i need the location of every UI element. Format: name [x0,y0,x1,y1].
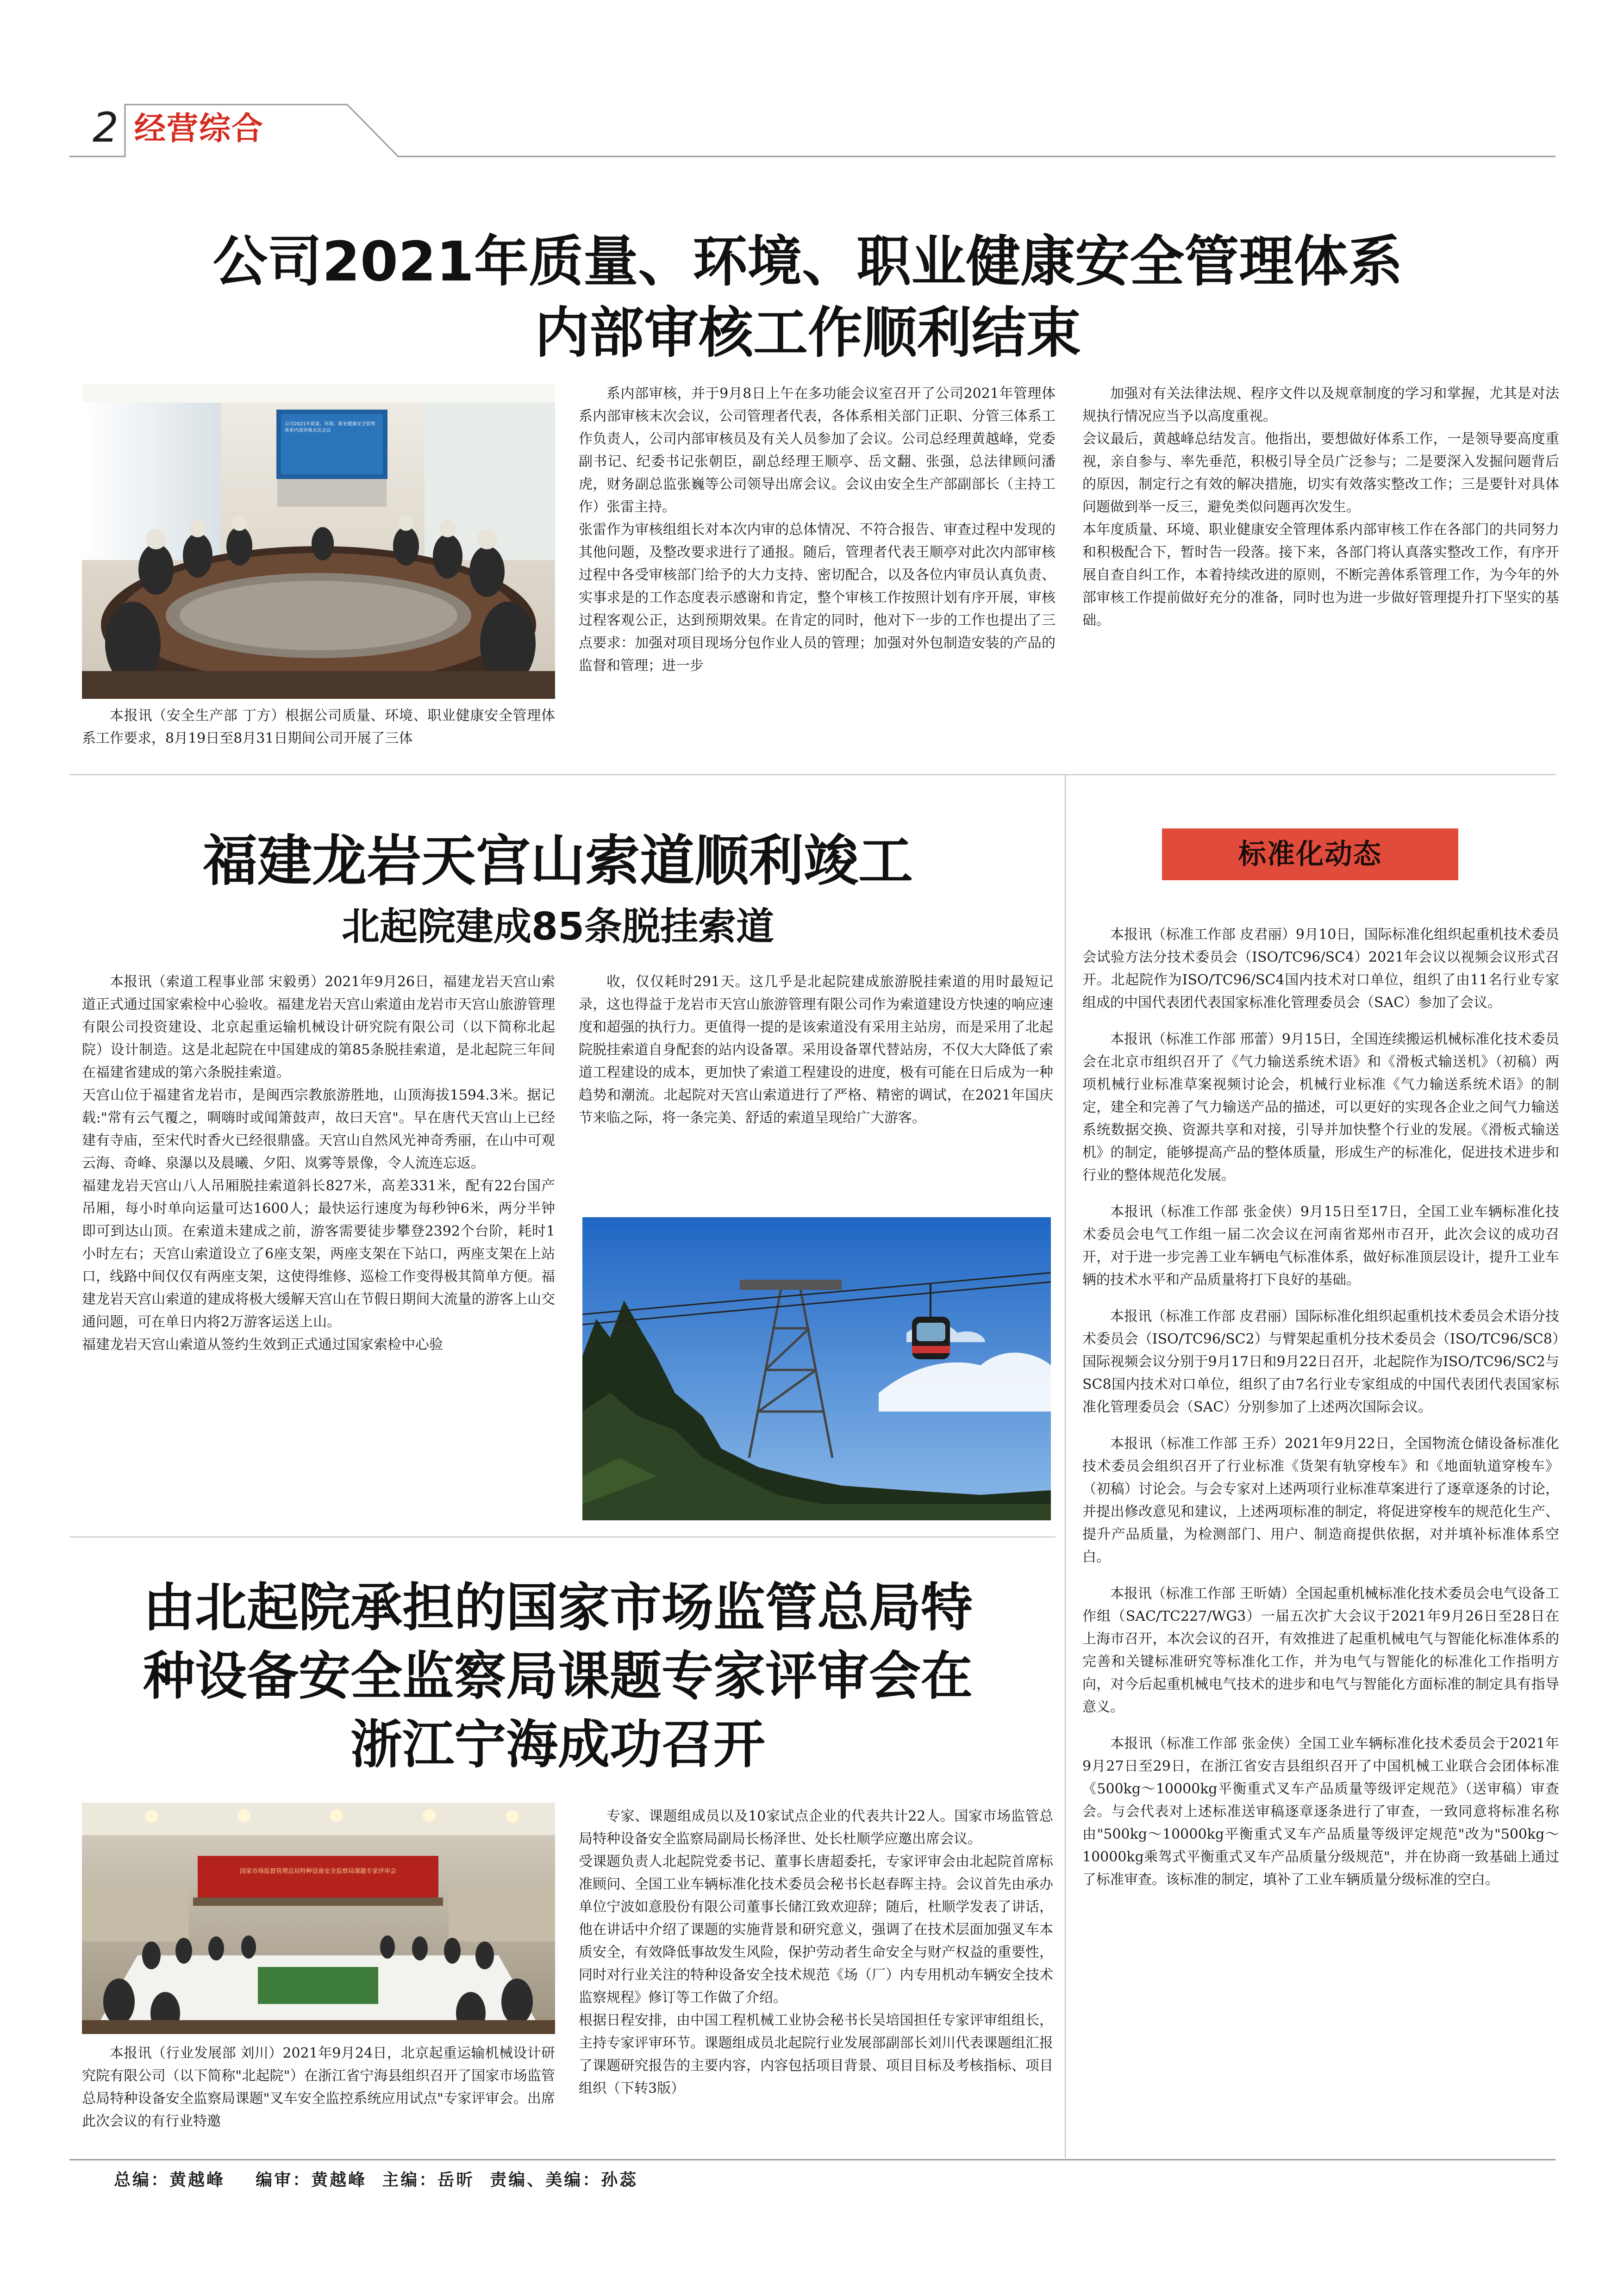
sidebar-item: 本报讯（标准工作部 张金侠）9月15日至17日，全国工业车辆标准化技术委员会电气工作组一届二次会议在河南省郑州市召开，此次会议的成功召开，对于进一步完善工业车辆电气标准体系，做好标准顶层设计，提升工业车辆的技术水平和产品质量将打下良好的基础。 [1082,1204,1559,1288]
header-rule [69,102,1555,160]
article-2-subtitle: 北起院建成85条脱挂索道 [341,905,775,949]
article-3-title-line-3: 浙江宁海成功召开 [350,1715,765,1775]
sidebar-title-tab [1162,828,1458,880]
sidebar-title-text: 标准化动态 [1238,838,1382,871]
section-title: 经营综合 [134,111,264,147]
article-1-column-2: 系内部审核，并于9月8日上午在多功能会议室召开了公司2021年管理体系内部审核末次会议，公司管理者代表，各体系相关部门正职、分管三体系工作负责人，公司内部审核员及有关人员参加了会议。公司总经理黄越峰，党委副书记、纪委书记张朝臣，副总经理王顺亭、岳文翻、张强，总法律顾问潘虎，财务副总监张巍等公司领导出席会议。会议由安全生产部副部长（主持工作）张雷主持。 张雷作为审核组组长对本次内审的总体情况、不符合报告、审查过程中发现的其他问题，及整改要求进行了通报。随后，管理者代表王顺亭对此次内部审核过程中各受审核部门给予的大力支持、密切配合，以及各位内审员认真负责、实事求是的工作态度表示感谢和肯定，整个审核工作按照计划有序开展，审核过程客观公正，达到预期效果。在肯定的同时，他对下一步的工作也提出了三点要求：加强对项目现场分包作业人员的管理；加强对外包制造安装的产品的监督和管理；进一步 [579,386,1056,674]
article-3-title-line-1: 由北起院承担的国家市场监管总局特 [143,1578,973,1638]
article-1-column-3: 加强对有关法律法规、程序文件以及规章制度的学习和掌握，尤其是对法规执行情况应当予以高度重视。 会议最后，黄越峰总结发言。他指出，要想做好体系工作，一是领导要高度重视，亲自参与、率先垂范，积极引导全员广泛参与；二是要深入发掘问题背后的原因，制定行之有效的解决措施，切实有效落实整改工作；三是要针对具体问题做到举一反三，避免类似问题再次发生。 本年度质量、环境、职业健康安全管理体系内部审核工作在各部门的共同努力和积极配合下，暂时告一段落。接下来，各部门将认真落实整改工作，有序开展自查自纠工作，本着持续改进的原则，不断完善体系管理工作，为今年的外部审核工作提前做好充分的准备，同时也为进一步做好管理提升打下坚实的基础。 [1082,386,1559,628]
sidebar-item: 本报讯（标准工作部 王昕婧）全国起重机械标准化技术委员会电气设备工作组（SAC/TC227/WG3）一届五次扩大会议于2021年9月26日至28日在上海市召开，本次会议的召开，有效推进了起重机械电气与智能化标准体系的完善和关键标准研究等标准化工作，并为电气与智能化的标准化工作指明方向，对今后起重机械电气技术的进步和电气与智能化方面标准的制定具有指导意义。 [1082,1586,1559,1715]
page-header [69,102,1555,157]
sidebar-item: 本报讯（标准工作部 皮君丽）国际标准化组织起重机技术委员会术语分技术委员会（ISO/TC96/SC2）与臂架起重机分技术委员会（ISO/TC96/SC8）国际视频会议分别于9月17日和9月22日召开，北起院作为ISO/TC96/SC2与SC8国内技术对口单位，组织了由7名行业专家组成的中国代表团代表国家标准化管理委员会（SAC）分别参加了上述两次国际会议。 [1082,1308,1559,1415]
sidebar-news-list [1082,923,1559,1891]
article-1-title-line-1: 公司2021年质量、环境、职业健康安全管理体系 [212,230,1403,293]
review-meeting-photo [82,1803,555,2034]
article-1-caption: 本报讯（安全生产部 丁方）根据公司质量、环境、职业健康安全管理体系工作要求，8月19日至8月31日期间公司开展了三体 [82,708,555,747]
screen-caption: 公司2021年质量、环境、职业健康安全管理体系内部审核末次会议 [285,422,375,433]
divider-1 [69,774,1555,775]
article-1-title-line-2: 内部审核工作顺利结束 [534,301,1081,365]
banner-text: 国家市场监督管理总局特种设备安全监察局课题专家评审会 [239,1868,396,1875]
meeting-photo [82,384,555,699]
article-2-headline [79,828,1037,952]
cable-car-photo [582,1217,1051,1520]
footer-rule [69,2159,1555,2160]
article-3-column-2: 专家、课题组成员以及10家试点企业的代表共计22人。国家市场监管总局特种设备安全监察局副局长杨泽世、处长杜顺学应邀出席会议。 受课题负责人北起院党委书记、董事长唐超委托，专家评审会由北起院首席标准顾问、全国工业车辆标准化技术委员会秘书长赵春晖主持。会议首先由承办单位宁波如意股份有限公司董事长储江致欢迎辞；随后，杜顺学发表了讲话，他在讲话中介绍了课题的实施背景和研究意义，强调了在技术层面加强叉车本质安全，有效降低事故发生风险，保护劳动者生命安全与财产权益的重要性，同时对行业关注的特种设备安全技术规范《场（厂）内专用机动车辆安全技术监察规程》修订等工作做了介绍。 根据日程安排，由中国工程机械工业协会秘书长吴培国担任专家评审组组长，主持专家评审环节。课题组成员北起院行业发展部副部长刘川代表课题组汇报了课题研究报告的主要内容，内容包括项目背景、项目目标及考核指标、项目组织（下转3版） [579,1808,1053,2097]
article-3-headline [79,1574,1037,1779]
article-3-caption: 本报讯（行业发展部 刘川）2021年9月24日，北京起重运输机械设计研究院有限公司（以下简称"北起院"）在浙江省宁海县组织召开了国家市场监管总局特种设备安全监察局课题"叉车安全监控系统应用试点"专家评审会。出席此次会议的有行业特邀 [82,2045,555,2129]
article-2-column-2: 收，仅仅耗时291天。这几乎是北起院建成旅游脱挂索道的用时最短记录，这也得益于龙岩市天宫山旅游管理有限公司作为索道建设方快速的响应速度和超强的执行力。更值得一提的是该索道没有采用主站房，而是采用了北起院脱挂索道自身配套的站内设备罩。采用设备罩代替站房，不仅大大降低了索道工程建设的成本，更加快了索道工程建设的进度，极有可能在日后成为一种趋势和潮流。北起院对天宫山索道进行了严格、精密的调试，在2021年国庆节来临之际，将一条完美、舒适的索道呈现给广大游客。 [579,974,1053,1126]
sidebar-item: 本报讯（标准工作部 王乔）2021年9月22日，全国物流仓储设备标准化技术委员会组织召开了行业标准《货架有轨穿梭车》和《地面轨道穿梭车》（初稿）讨论会。与会专家对上述两项行业标准草案进行了逐章逐条的讨论，并提出修改意见和建议，上述两项标准的制定，将促进穿梭车的规范化生产、提升产品质量，为检测部门、用户、制造商提供依据，对并填补标准体系空白。 [1082,1436,1559,1565]
article-2-title: 福建龙岩天宫山索道顺利竣工 [202,829,913,893]
article-2-column-1: 本报讯（索道工程事业部 宋毅勇）2021年9月26日，福建龙岩天宫山索道正式通过国家索检中心验收。福建龙岩天宫山索道由龙岩市天宫山旅游管理有限公司投资建设、北京起重运输机械设计研究院有限公司（以下简称北起院）设计制造。这是北起院在中国建成的第85条脱挂索道，是北起院三年间在福建省建成的第六条脱挂索道。 天宫山位于福建省龙岩市，是闽西宗教旅游胜地，山顶海拔1594.3米。据记载:"常有云气覆之，啁嗨时或闻箫鼓声，故曰天宫"。早在唐代天宫山上已经建有寺庙，至宋代时香火已经很鼎盛。天宫山自然风光神奇秀丽，在山中可观云海、奇峰、泉瀑以及晨曦、夕阳、岚雾等景像，令人流连忘返。 福建龙岩天宫山八人吊厢脱挂索道斜长827米，高差331米，配有22台国产吊厢，每小时单向运量可达1600人；最快运行速度为每秒钟6米，两分半钟即可到达山顶。在索道未建成之前，游客需要徒步攀登2392个台阶，耗时1小时左右；天宫山索道设立了6座支架，两座支架在下站口，两座支架在上站口，线路中间仅仅有两座支架，这使得维修、巡检工作变得极其简单方便。福建龙岩天宫山索道的建成将极大缓解天宫山在节假日期间大流量的游客上山交通问题，可在单日内将2万游客运送上山。 福建龙岩天宫山索道从签约生效到正式通过国家索检中心验 [82,974,555,1353]
sidebar-divider [1065,774,1066,2158]
sidebar-item: 本报讯（标准工作部 邢蕾）9月15日，全国连续搬运机械标准化技术委员会在北京市组织召开了《气力输送系统术语》和《滑板式输送机》（初稿）两项机械行业标准草案视频讨论会，机械行业标准《气力输送系统术语》的制定，建全和完善了气力输送产品的描述，可以更好的实现各企业之间气力输送系统数据交换、资源共享和对接，引导并加快整个行业的发展。《滑板式输送机》的制定，能够提高产品的整体质量，形成生产的标准化，促进技术进步和行业的整体规范化发展。 [1082,1031,1559,1183]
footer-credits: 总编：黄越峰 编审：黄越峰 主编：岳昕 责编、美编：孙蕊 [114,2170,638,2190]
article-3-title-line-2: 种设备安全监察局课题专家评审会在 [143,1646,973,1706]
sidebar-item: 本报讯（标准工作部 皮君丽）9月10日，国际标准化组织起重机技术委员会试验方法分技术委员会（ISO/TC96/SC4）2021年会议以视频会议形式召开。北起院作为ISO/TC96/SC4国内技术对口单位，组织了由11名行业专家组成的中国代表团代表国家标准化管理委员会（SAC）参加了会议。 [1082,927,1559,1011]
article-1-headline [79,227,1537,367]
page-number: 2 [93,104,119,151]
sidebar-item: 本报讯（标准工作部 张金侠）全国工业车辆标准化技术委员会于2021年9月27日至29日，在浙江省安吉县组织召开了中国机械工业联合会团体标准《500kg～10000kg平衡重式叉车产品质量等级评定规范》（送审稿）审查会。与会代表对上述标准送审稿逐章逐条进行了审查，一致同意将标准名称由"500kg～10000kg平衡重式叉车产品质量等级评定规范"改为"500kg～10000kg乘驾式平衡重式叉车产品质量分级规范"，并在协商一致基础上通过了标准审查。该标准的制定，填补了工业车辆质量分级标准的空白。 [1082,1736,1559,1888]
